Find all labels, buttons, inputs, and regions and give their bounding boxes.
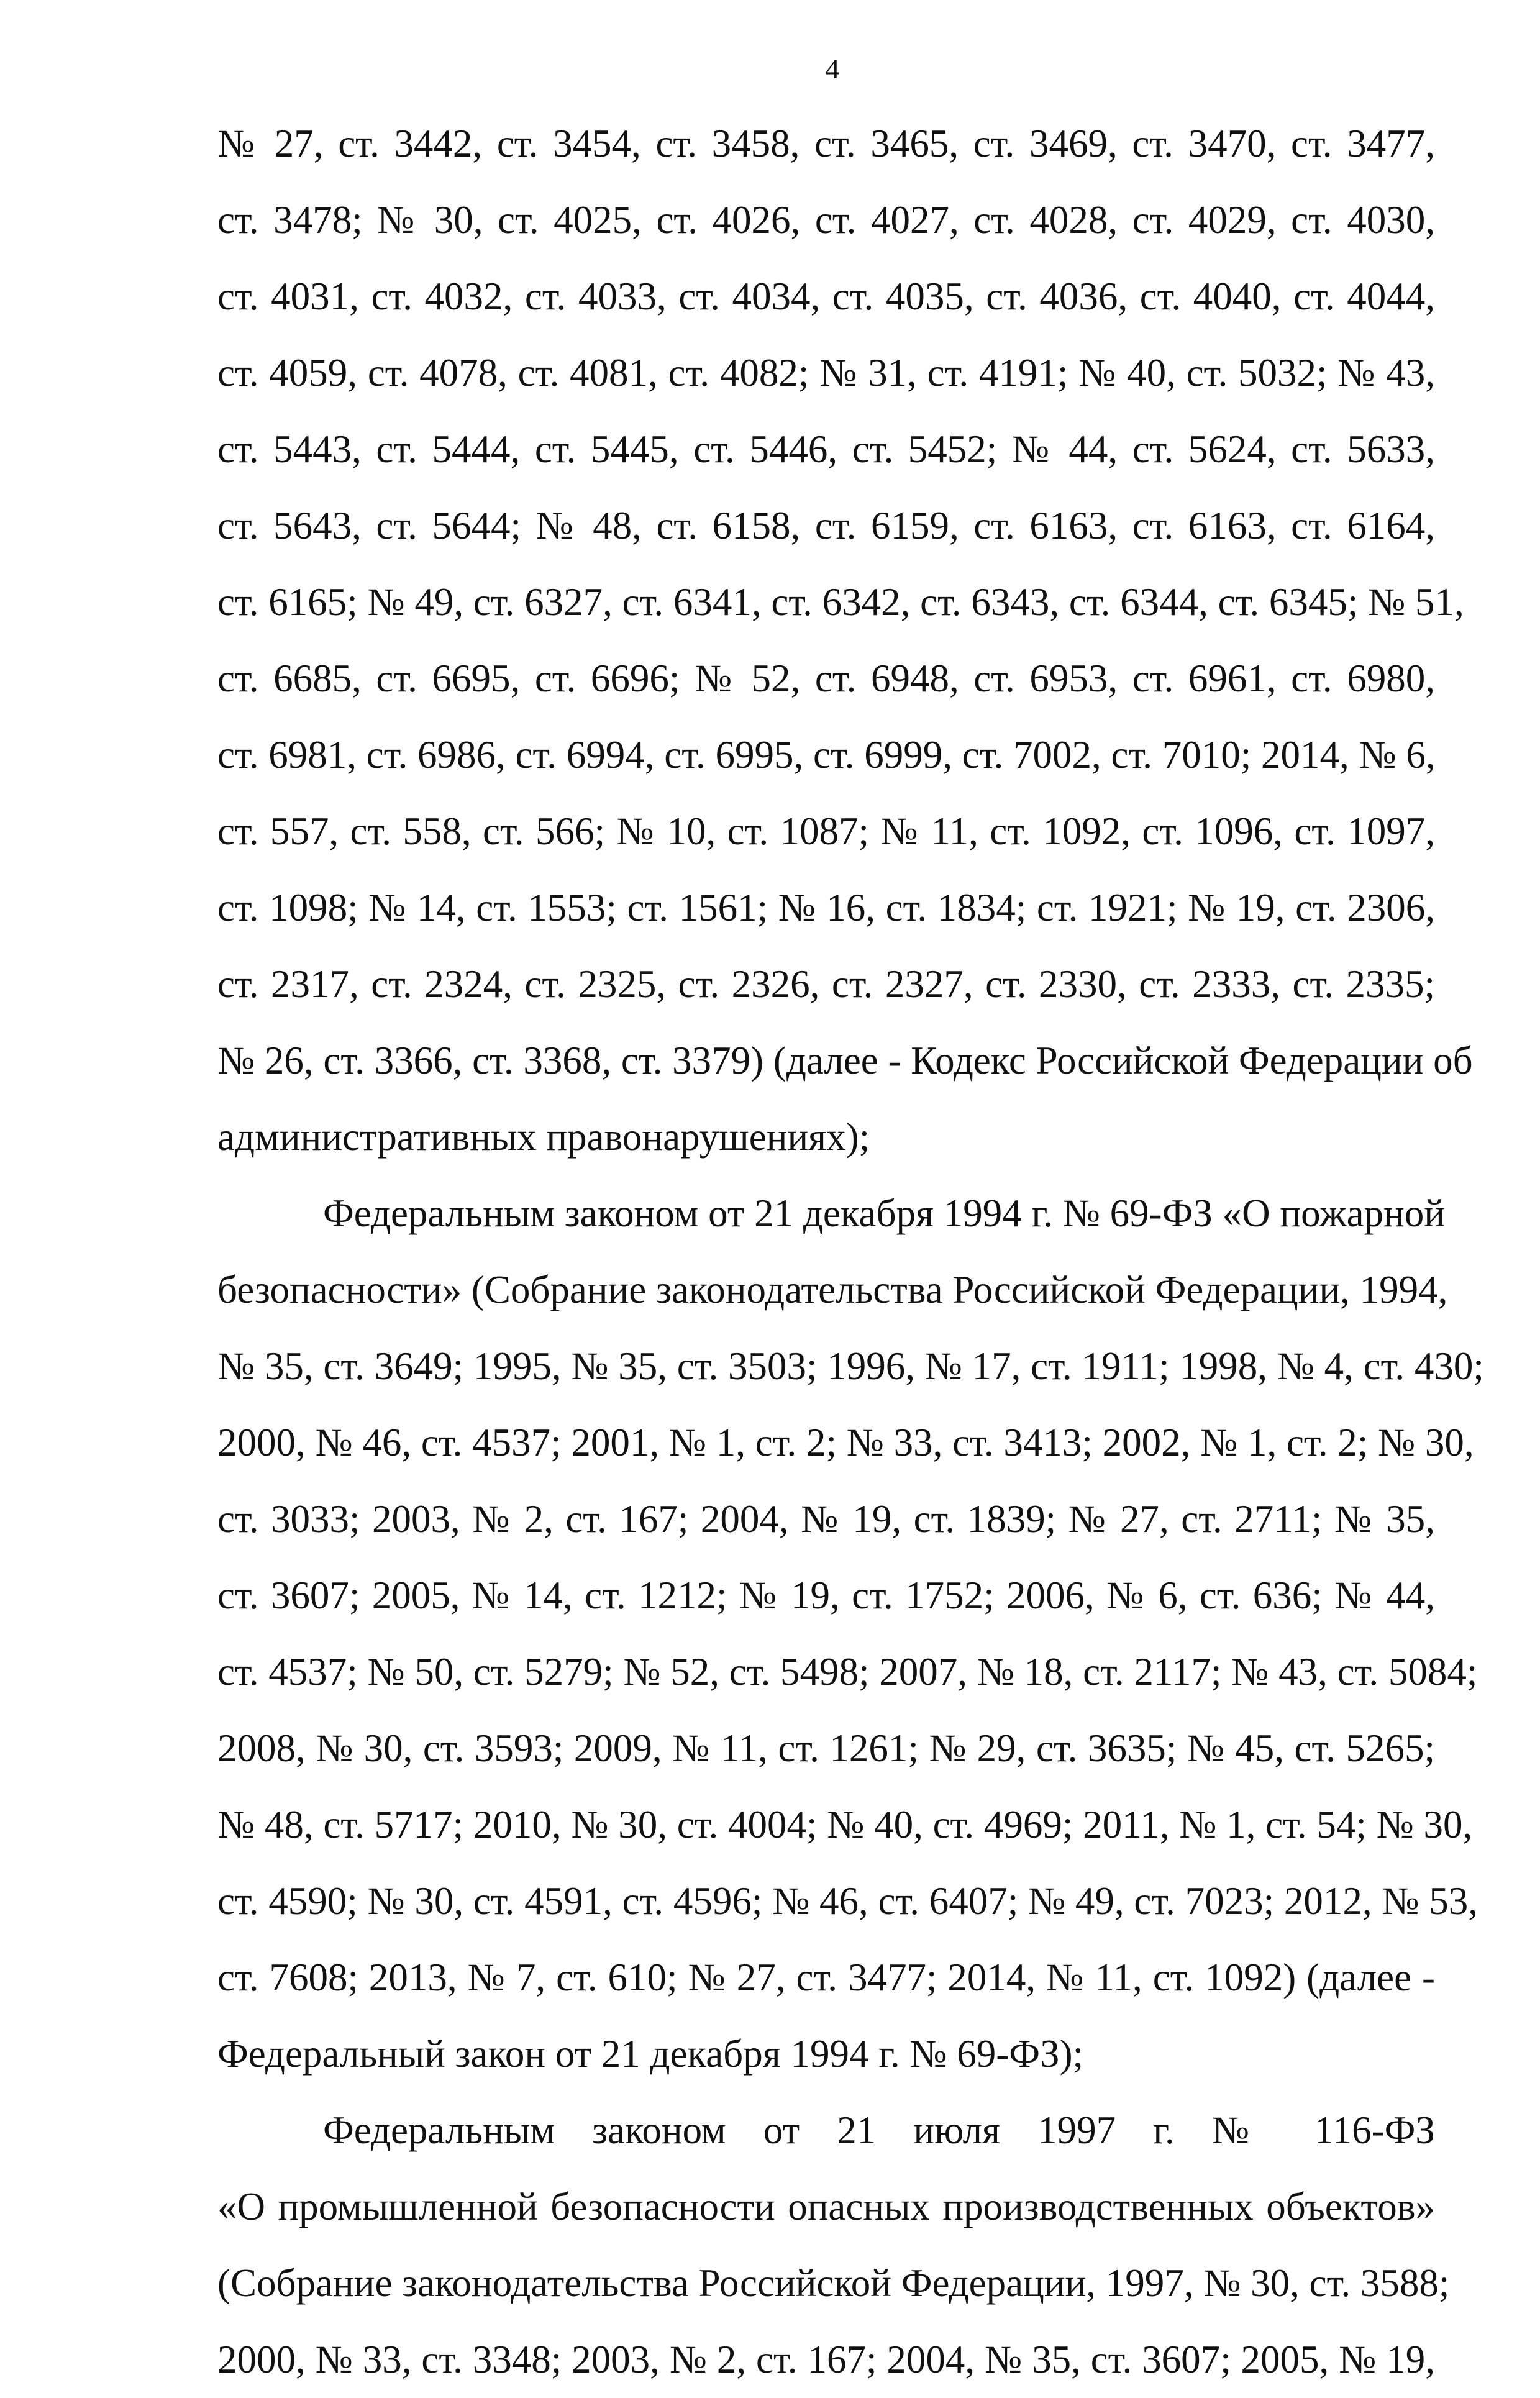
text-line: ст. 3607; 2005, № 14, ст. 1212; № 19, ст. 1752; 2006, № 6, ст. 636; № 44, bbox=[217, 1574, 1435, 1617]
text-line: ст. 5443, ст. 5444, ст. 5445, ст. 5446, ст. 5452; № 44, ст. 5624, ст. 5633, bbox=[217, 427, 1435, 471]
paragraph-start: Федеральным законом от 21 декабря 1994 г. № 69-ФЗ «О пожарной bbox=[323, 1192, 1445, 1235]
page-number: 4 bbox=[825, 53, 840, 84]
text-line: ст. 1098; № 14, ст. 1553; ст. 1561; № 16, ст. 1834; ст. 1921; № 19, ст. 2306, bbox=[217, 886, 1435, 929]
text-line: № 27, ст. 3442, ст. 3454, ст. 3458, ст. 3465, ст. 3469, ст. 3470, ст. 3477, bbox=[217, 122, 1435, 165]
text-line: 2000, № 46, ст. 4537; 2001, № 1, ст. 2; № 33, ст. 3413; 2002, № 1, ст. 2; № 30, bbox=[217, 1421, 1474, 1464]
text-line: 2008, № 30, ст. 3593; 2009, № 11, ст. 1261; № 29, ст. 3635; № 45, ст. 5265; bbox=[217, 1726, 1435, 1770]
text-line: ст. 4031, ст. 4032, ст. 4033, ст. 4034, ст. 4035, ст. 4036, ст. 4040, ст. 4044, bbox=[217, 275, 1435, 318]
text-line: Федеральный закон от 21 декабря 1994 г. № 69-ФЗ); bbox=[217, 2032, 1084, 2076]
text-line: безопасности» (Собрание законодательства Российской Федерации, 1994, bbox=[217, 1268, 1448, 1311]
text-line: 2000, № 33, ст. 3348; 2003, № 2, ст. 167; 2004, № 35, ст. 3607; 2005, № 19, bbox=[217, 2338, 1435, 2381]
text-line: № 26, ст. 3366, ст. 3368, ст. 3379) (далее - Кодекс Российской Федерации об bbox=[217, 1039, 1473, 1082]
text-line: ст. 2317, ст. 2324, ст. 2325, ст. 2326, ст. 2327, ст. 2330, ст. 2333, ст. 2335; bbox=[217, 962, 1435, 1006]
text-line: ст. 557, ст. 558, ст. 566; № 10, ст. 1087; № 11, ст. 1092, ст. 1096, ст. 1097, bbox=[217, 809, 1435, 853]
text-line: ст. 4537; № 50, ст. 5279; № 52, ст. 5498; 2007, № 18, ст. 2117; № 43, ст. 5084; bbox=[217, 1650, 1478, 1694]
document-body bbox=[217, 106, 1484, 2398]
paragraph-start: Федеральным законом от 21 июля 1997 г. № 116-ФЗ bbox=[323, 2109, 1435, 2152]
text-line: ст. 6165; № 49, ст. 6327, ст. 6341, ст. 6342, ст. 6343, ст. 6344, ст. 6345; № 51, bbox=[217, 580, 1464, 624]
text-line: (Собрание законодательства Российской Федерации, 1997, № 30, ст. 3588; bbox=[217, 2261, 1450, 2305]
text-line: № 48, ст. 5717; 2010, № 30, ст. 4004; № 40, ст. 4969; 2011, № 1, ст. 54; № 30, bbox=[217, 1803, 1473, 1846]
text-line: административных правонарушениях); bbox=[217, 1115, 870, 1159]
text-line: ст. 3033; 2003, № 2, ст. 167; 2004, № 19, ст. 1839; № 27, ст. 2711; № 35, bbox=[217, 1497, 1435, 1541]
text-line: ст. 4590; № 30, ст. 4591, ст. 4596; № 46, ст. 6407; № 49, ст. 7023; 2012, № 53, bbox=[217, 1879, 1478, 1923]
text-line: ст. 7608; 2013, № 7, ст. 610; № 27, ст. 3477; 2014, № 11, ст. 1092) (далее - bbox=[217, 1956, 1435, 1999]
text-line: «О промышленной безопасности опасных производственных объектов» bbox=[217, 2185, 1435, 2228]
text-line: ст. 3478; № 30, ст. 4025, ст. 4026, ст. 4027, ст. 4028, ст. 4029, ст. 4030, bbox=[217, 198, 1435, 242]
text-line: ст. 4059, ст. 4078, ст. 4081, ст. 4082; № 31, ст. 4191; № 40, ст. 5032; № 43, bbox=[217, 351, 1435, 394]
text-line: ст. 6981, ст. 6986, ст. 6994, ст. 6995, ст. 6999, ст. 7002, ст. 7010; 2014, № 6, bbox=[217, 733, 1436, 777]
text-line: ст. 6685, ст. 6695, ст. 6696; № 52, ст. 6948, ст. 6953, ст. 6961, ст. 6980, bbox=[217, 657, 1435, 700]
text-line: ст. 5643, ст. 5644; № 48, ст. 6158, ст. 6159, ст. 6163, ст. 6163, ст. 6164, bbox=[217, 504, 1435, 547]
text-line: № 35, ст. 3649; 1995, № 35, ст. 3503; 1996, № 17, ст. 1911; 1998, № 4, ст. 430; bbox=[217, 1344, 1484, 1388]
